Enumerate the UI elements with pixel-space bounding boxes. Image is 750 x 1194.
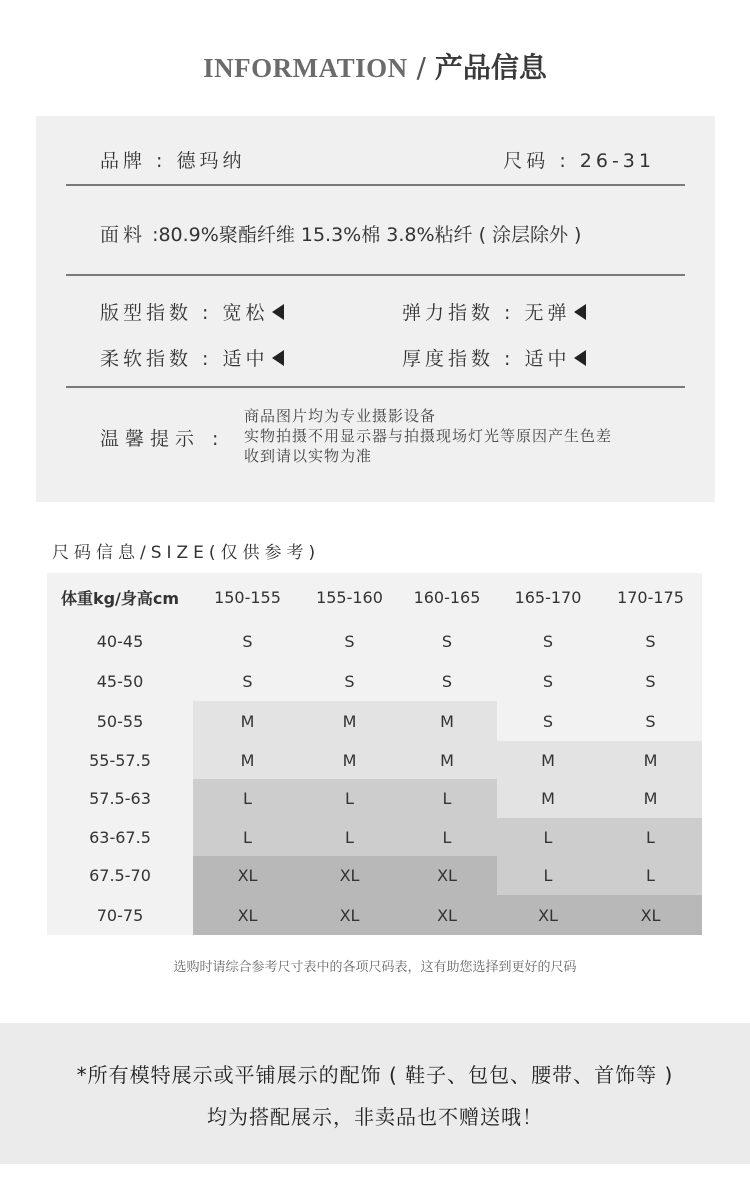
disclaimer-line-1: *所有模特展示或平铺展示的配饰 ( 鞋子、包包、腰带、首饰等 )	[76, 1063, 674, 1087]
divider	[66, 184, 685, 186]
size-cell: XL	[302, 895, 397, 935]
height-column-header: 150-155	[214, 587, 281, 607]
triangle-left-icon	[574, 304, 586, 320]
height-column-header: 170-175	[617, 587, 684, 607]
size-cell: M	[397, 701, 497, 741]
size-cell: S	[599, 701, 702, 741]
size-cell: M	[302, 701, 397, 741]
size-cell: M	[599, 779, 702, 818]
size-cell: S	[599, 662, 702, 701]
weight-row-header: 70-75	[96, 905, 144, 925]
weight-row-header: 57.5-63	[89, 789, 151, 808]
brand-label: 品牌 : 德玛纳	[100, 150, 246, 172]
weight-row-header: 50-55	[96, 711, 144, 731]
size-chart-table	[47, 573, 702, 935]
size-cell: L	[497, 856, 599, 895]
size-cell: S	[397, 662, 497, 701]
title-english: INFORMATION	[203, 53, 408, 83]
size-range-label: 尺码 : 26-31	[503, 150, 655, 172]
elasticity-index-row	[402, 298, 586, 325]
notice-line: 实物拍摄不用显示器与拍摄现场灯光等原因产生色差	[244, 427, 613, 445]
size-section-title: 尺码信息/SIZE(仅供参考)	[52, 543, 321, 563]
size-cell: S	[497, 662, 599, 701]
size-cell: XL	[397, 856, 497, 895]
size-cell: S	[599, 621, 702, 662]
size-cell: L	[397, 818, 497, 856]
notice-line: 商品图片均为专业摄影设备	[244, 407, 437, 425]
size-cell: L	[497, 818, 599, 856]
weight-row-header: 40-45	[96, 632, 144, 651]
size-cell: XL	[497, 895, 599, 935]
size-cell: L	[302, 818, 397, 856]
accessory-disclaimer	[0, 1023, 750, 1164]
size-cell: S	[397, 621, 497, 662]
size-cell: XL	[397, 895, 497, 935]
size-cell: M	[193, 741, 302, 779]
height-column-header: 165-170	[514, 587, 582, 607]
notice-label: 温馨提示 :	[100, 428, 225, 450]
size-cell: S	[302, 662, 397, 701]
size-cell: XL	[193, 856, 302, 895]
weight-row-header: 67.5-70	[89, 866, 151, 885]
size-cell: M	[193, 701, 302, 741]
divider	[66, 386, 685, 388]
size-cell: S	[193, 621, 302, 662]
fabric-row	[100, 220, 581, 247]
size-cell: M	[497, 741, 599, 779]
size-cell: L	[599, 818, 702, 856]
size-cell: L	[397, 779, 497, 818]
disclaimer-line-2: 均为搭配展示，非卖品也不赠送哦！	[207, 1105, 543, 1129]
height-column-header: 160-165	[413, 587, 481, 607]
product-info-panel	[36, 116, 715, 502]
size-cell: S	[497, 701, 599, 741]
size-cell: M	[302, 741, 397, 779]
notice-line: 收到请以实物为准	[244, 447, 373, 465]
softness-index-row	[100, 344, 284, 371]
weight-row-header: 55-57.5	[89, 750, 151, 770]
title-separator: /	[407, 51, 435, 84]
title-chinese: 产品信息	[434, 51, 547, 84]
divider	[66, 274, 685, 276]
triangle-left-icon	[272, 304, 284, 320]
size-cell: M	[397, 741, 497, 779]
size-cell: L	[193, 818, 302, 856]
softness-index-label: 柔软指数 : 适中	[100, 348, 269, 370]
table-corner-header: 体重kg/身高cm	[60, 588, 180, 608]
fit-index-row	[100, 298, 284, 325]
triangle-left-icon	[574, 350, 586, 366]
size-cell: S	[497, 621, 599, 662]
page-title	[0, 46, 750, 86]
size-note: 选购时请综合参考尺寸表中的各项尺码表，这有助您选择到更好的尺码	[173, 960, 577, 975]
size-cell: S	[302, 621, 397, 662]
size-cell: M	[599, 741, 702, 779]
size-cell: L	[193, 779, 302, 818]
height-column-header: 155-160	[316, 587, 383, 607]
size-cell: L	[302, 779, 397, 818]
triangle-left-icon	[272, 350, 284, 366]
size-cell: L	[599, 856, 702, 895]
weight-row-header: 63-67.5	[89, 827, 151, 847]
fit-index-label: 版型指数 : 宽松	[100, 302, 269, 324]
weight-row-header: 45-50	[96, 672, 144, 691]
thickness-index-label: 厚度指数 : 适中	[402, 348, 571, 370]
fabric-value: :80.9%聚酯纤维 15.3%棉 3.8%粘纤 ( 涂层除外 )	[152, 224, 582, 246]
size-cell: S	[193, 662, 302, 701]
size-cell: XL	[599, 895, 702, 935]
fabric-label: 面料	[100, 224, 147, 246]
notice-text	[244, 406, 612, 466]
thickness-index-row	[402, 344, 586, 371]
size-cell: XL	[193, 895, 302, 935]
size-cell: XL	[302, 856, 397, 895]
size-cell: M	[497, 779, 599, 818]
elasticity-index-label: 弹力指数 : 无弹	[402, 302, 571, 324]
